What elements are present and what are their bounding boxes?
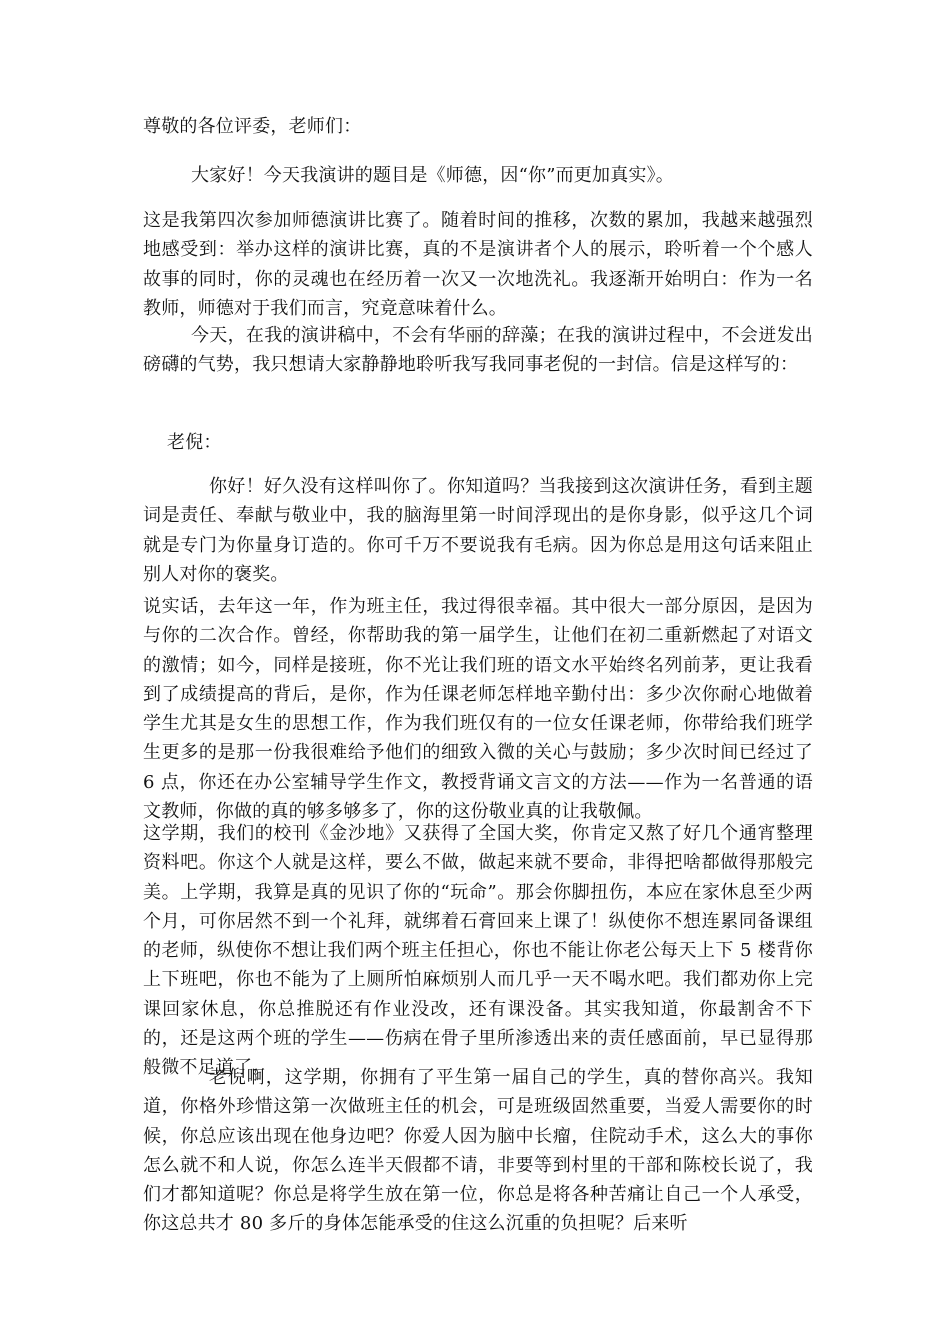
letter-paragraph: 老倪啊，这学期，你拥有了平生第一届自己的学生，真的替你高兴。我知道，你格外珍惜这第一次做班主任的机会，可是班级固然重要，当爱人需要你的时候，你总应该出现在他身边吧？你爱人因为脑中长瘤，住院动手术，这么大的事你怎么就不和人说，你怎么连半天假都不请，非要等到村里的干部和陈校长说了，我们才都知道呢？你总是将学生放在第一位，你总是将各种苦痛让自己一个人承受，你这总共才 80 多斤的身体怎能承受的住这么沉重的负担呢？后来听 xyxy=(143,1067,813,1235)
body-paragraph: 今天，在我的演讲稿中，不会有华丽的辞藻；在我的演讲过程中，不会迸发出磅礴的气势，我只想请大家静静地聆听我写我同事老倪的一封信。信是这样写的： xyxy=(143,325,813,376)
body-paragraph: 这是我第四次参加师德演讲比赛了。随着时间的推移，次数的累加，我越来越强烈地感受到：举办这样的演讲比赛，真的不是演讲者个人的展示，聆听着一个个感人故事的同时，你的灵魂也在经历着一次又一次地洗礼。我逐渐开始明白：作为一名教师，师德对于我们而言，究竟意味着什么。 xyxy=(143,210,813,319)
letter-paragraph: 这学期，我们的校刊《金沙地》又获得了全国大奖，你肯定又熬了好几个通宵整理资料吧。你这个人就是这样，要么不做，做起来就不要命，非得把啥都做得那般完美。上学期，我算是真的见识了你的“玩命”。那会你脚扭伤，本应在家休息至少两个月，可你居然不到一个礼拜，就绑着石膏回来上课了！纵使你不想连累同备课组的老师，纵使你不想让我们两个班主任担心，你也不能让你老公每天上下 5 楼背你上下班吧，你也不能为了上厕所怕麻烦别人而几乎一天不喝水吧。我们都劝你上完课回家休息，你总推脱还有作业没改，还有课没备。其实我知道，你最割舍不下的，还是这两个班的学生——伤病在骨子里所渗透出来的责任感面前，早已显得那般微不足道了。 xyxy=(143,823,813,1079)
speech-title-paragraph: 大家好！今天我演讲的题目是《师德，因“你”而更加真实》。 xyxy=(191,165,675,186)
letter-paragraph: 说实话，去年这一年，作为班主任，我过得很幸福。其中很大一部分原因，是因为与你的二次合作。曾经，你帮助我的第一届学生，让他们在初二重新燃起了对语文的激情；如今，同样是接班，你不光让我们班的语文水平始终名列前茅，更让我看到了成绩提高的背后，是你，作为任课老师怎样地辛勤付出：多少次你耐心地做着学生尤其是女生的思想工作，作为我们班仅有的一位女任课老师，你带给我们班学生更多的是那一份我很难给予他们的细致入微的关心与鼓励；多少次时间已经过了 6 点，你还在办公室辅导学生作文，教授背诵文言文的方法——作为一名普通的语文教师，你做的真的够多够多了，你的这份敬业真的让我敬佩。 xyxy=(143,596,813,823)
letter-paragraph: 你好！好久没有这样叫你了。你知道吗？当我接到这次演讲任务，看到主题词是责任、奉献与敬业中，我的脑海里第一时间浮现出的是你身影，似乎这几个词就是专门为你量身订造的。你可千万不要说我有毛病。因为你总是用这句话来阻止别人对你的褒奖。 xyxy=(143,476,813,585)
letter-greeting: 老倪： xyxy=(167,432,222,453)
salutation: 尊敬的各位评委，老师们： xyxy=(143,116,362,137)
